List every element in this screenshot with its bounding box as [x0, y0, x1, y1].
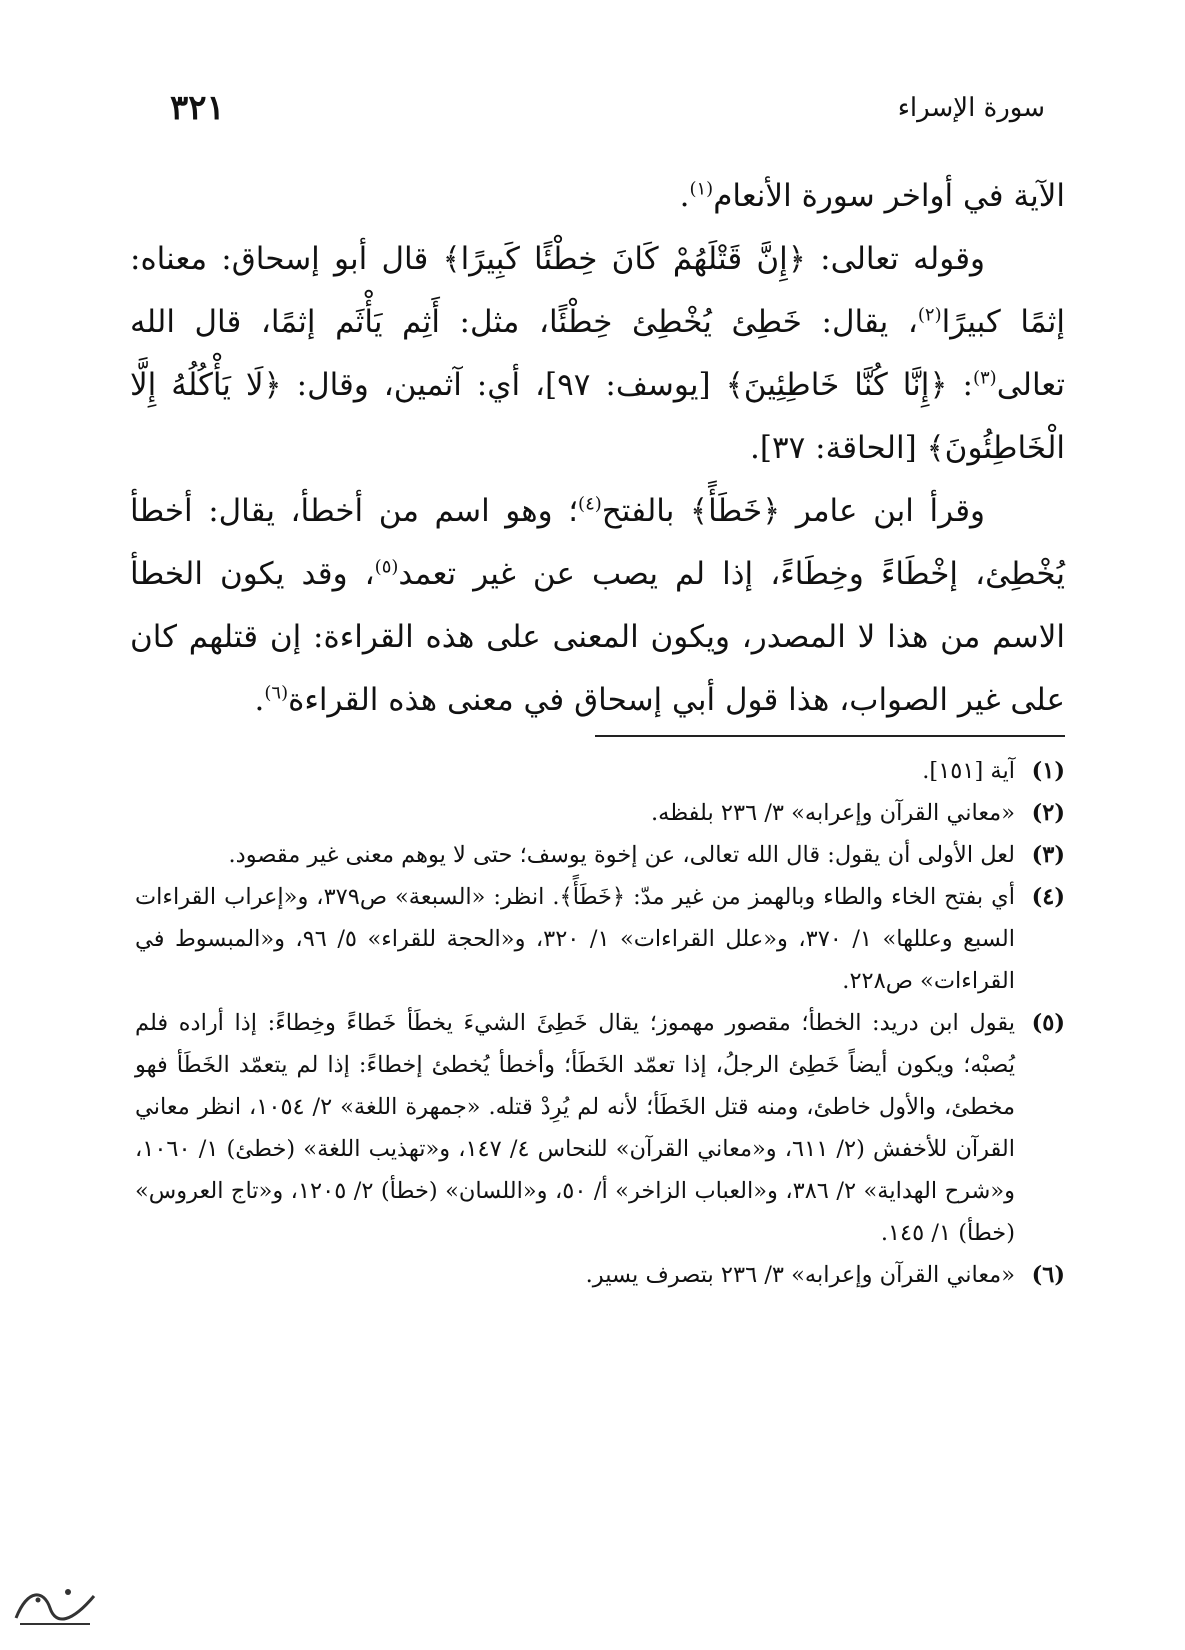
footnote-5: [135, 1002, 1065, 1254]
footnote-number: (٣): [1031, 842, 1065, 868]
footnote-ref: (١): [689, 178, 714, 200]
footnote-number: (٥): [1031, 1010, 1065, 1036]
paragraph-2: [130, 228, 1065, 480]
paragraph-3: [130, 480, 1065, 732]
footnote-ref: (٤): [578, 493, 602, 515]
paragraph-text: وقوله تعالى: ﴿إِنَّ قَتْلَهُمْ كَانَ خِطْئًا كَبِيرًا﴾ قال أبو إسحاق: معناه: إثمًا كبيرًا: [130, 241, 1065, 340]
footnote-ref: (٢): [917, 304, 942, 326]
footnote-number: (٤): [1031, 884, 1065, 910]
footnote-3: [135, 834, 1065, 876]
footnote-text: لعل الأولى أن يقول: قال الله تعالى، عن إخوة يوسف؛ حتى لا يوهم معنى غير مقصود.: [228, 842, 1015, 868]
surah-title: سورة الإسراء: [897, 93, 1045, 123]
footnote-ref: (٦): [264, 682, 289, 704]
footnote-1: [135, 750, 1065, 792]
paragraph-text: ، يقال: خَطِئ يُخْطِئ خِطْئًا، مثل: أَثِم يَأْثَم إثمًا، قال الله تعالى: [130, 304, 1065, 403]
paragraph-text: الآية في أواخر سورة الأنعام: [713, 178, 1065, 214]
page-header: [170, 78, 1045, 138]
footnote-number: (٦): [1031, 1262, 1065, 1288]
footnote-2: [135, 792, 1065, 834]
footnote-text: «معاني القرآن وإعرابه» ٣/ ٢٣٦ بلفظه.: [651, 800, 1015, 826]
footnote-4: [135, 876, 1065, 1002]
paragraph-1: [130, 165, 1065, 228]
footnote-text: «معاني القرآن وإعرابه» ٣/ ٢٣٦ بتصرف يسير.: [585, 1262, 1015, 1288]
paragraph-text: : ﴿إِنَّا كُنَّا خَاطِئِينَ﴾ [يوسف: ٩٧]، أي: آثمين، وقال: ﴿لَا يَأْكُلُهُ إِلَّا الْخَاطِئُونَ﴾ [الحاقة: ٣٧].: [130, 367, 1065, 466]
page-number: ٣٢١: [170, 88, 225, 128]
footnotes: [135, 750, 1065, 1296]
paragraph-text: وقرأ ابن عامر ﴿خَطَأً﴾ بالفتح: [601, 493, 985, 529]
footnote-number: (٢): [1031, 800, 1065, 826]
footnote-6: [135, 1254, 1065, 1296]
footnote-text: يقول ابن دريد: الخطأ؛ مقصور مهموز؛ يقال خَطِئَ الشيءَ يخطَأ خَطاءً وخِطاءً: إذا أراده فلم يُصبْه؛ ويكون أيضاً خَطِئ الرجلُ، إذا تعمّد الخَطَأ؛ وأخطأ يُخطئ إخطاءً: إذا لم يتعمّد الخَطَأ فهو مخطئ، والأول خاطئ، ومنه قتل الخَطَأ؛ لأنه لم يُرِدْ قتله. «جمهرة اللغة» ٢/ ١٠٥٤، انظر معاني القرآن للأخفش (٢/ ٦١١، و«معاني القرآن» للنحاس ٤/ ١٤٧، و«تهذيب اللغة» (خطئ) ١/ ١٠٦٠، و«شرح الهداية» ٢/ ٣٨٦، و«العباب الزاخر» أ/ ٥٠، و«اللسان» (خطأ) ٢/ ١٢٠٥، و«تاج العروس» (خطأ) ١/ ١٤٥.: [135, 1010, 1016, 1246]
paragraph-text: ؛ وهو اسم من أخطأ، يقال: أخطأ يُخْطِئ، إخْطَاءً وخِطَاءً، إذا لم يصب عن غير تعمد: [130, 493, 1065, 592]
paragraph-text: .: [679, 178, 690, 214]
paragraph-text: ، وقد يكون الخطأ الاسم من هذا لا المصدر، ويكون المعنى على هذه القراءة: إن قتلهم كان على غير الصواب، هذا قول أبي إسحاق في معنى هذه القراءة: [130, 556, 1065, 718]
paragraph-text: .: [254, 682, 265, 718]
footnote-number: (١): [1031, 758, 1065, 784]
footnote-text: أي بفتح الخاء والطاء وبالهمز من غير مدّ: ﴿خَطَأً﴾. انظر: «السبعة» ص٣٧٩، و«إعراب القراءات السبع وعللها» ١/ ٣٧٠، و«علل القراءات» ١/ ٣٢٠، و«الحجة للقراء» ٥/ ٩٦، و«المبسوط في القراءات» ص٢٢٨.: [135, 884, 1016, 994]
footnote-text: آية [١٥١].: [922, 758, 1015, 784]
footnote-ref: (٣): [972, 367, 997, 389]
publisher-logo: [10, 1578, 100, 1630]
footnote-ref: (٥): [374, 556, 399, 578]
main-text: [130, 165, 1065, 732]
footnote-separator: [595, 735, 1065, 737]
